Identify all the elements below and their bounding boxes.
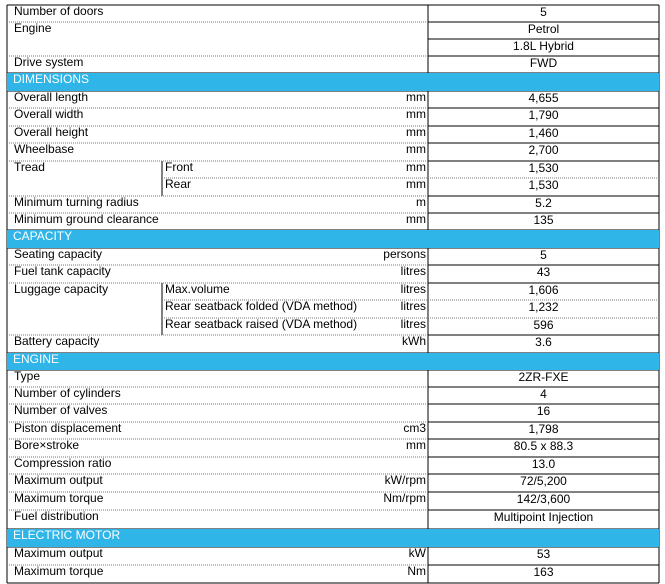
spec-value: 5 [540, 5, 547, 19]
spec-value: 1,798 [528, 422, 559, 436]
spec-value: 1,232 [528, 300, 559, 314]
spec-label: Piston displacement [14, 422, 122, 435]
spec-unit: mm [406, 143, 426, 156]
spec-unit: mm [406, 126, 426, 139]
spec-label: Engine [14, 22, 52, 35]
section-title: ENGINE [7, 353, 659, 370]
section-header [0, 529, 665, 547]
table-row [0, 387, 665, 404]
spec-value: 53 [536, 547, 551, 561]
section-title: ELECTRIC MOTOR [7, 529, 659, 547]
spec-sublabel: Front [165, 161, 194, 174]
spec-unit: litres [400, 300, 426, 313]
spec-value: 1,606 [528, 283, 559, 297]
spec-unit: mm [406, 178, 426, 191]
table-row [0, 300, 665, 318]
section-header [0, 230, 665, 248]
spec-unit: litres [400, 265, 426, 278]
spec-unit: litres [400, 318, 426, 331]
table-row [0, 5, 665, 22]
spec-label: Battery capacity [14, 335, 100, 348]
table-row [0, 108, 665, 126]
spec-label: Fuel tank capacity [14, 265, 111, 278]
spec-unit: Nm [407, 565, 426, 578]
spec-unit: kW [408, 547, 426, 560]
spec-label: Fuel distribution [14, 510, 99, 523]
spec-label: Seating capacity [14, 248, 103, 261]
table-row [0, 439, 665, 457]
spec-label: Maximum output [14, 547, 103, 560]
spec-unit: kWh [402, 335, 426, 348]
spec-label: Tread [14, 161, 45, 174]
table-row [0, 265, 665, 283]
spec-label: Type [14, 370, 41, 383]
spec-label: Maximum torque [14, 565, 104, 578]
table-row [0, 318, 665, 335]
spec-label: Overall length [14, 91, 89, 104]
spec-label: Bore×stroke [14, 439, 80, 452]
table-row [0, 178, 665, 196]
spec-unit: mm [406, 213, 426, 226]
spec-label: Number of cylinders [14, 387, 121, 400]
spec-label: Maximum torque [14, 492, 104, 505]
spec-value: 3.6 [535, 335, 552, 349]
spec-value: 1,530 [528, 161, 559, 175]
spec-value: 13.0 [531, 457, 556, 471]
spec-value: 4 [540, 387, 547, 401]
table-row [0, 161, 665, 178]
table-row [0, 143, 665, 161]
spec-value: Petrol [527, 22, 560, 36]
spec-value: 142/3,600 [516, 492, 571, 506]
section-title: CAPACITY [7, 230, 659, 248]
table-row [0, 370, 665, 387]
spec-unit: cm3 [403, 422, 426, 435]
spec-value: 1,790 [528, 108, 559, 122]
spec-value: 1,530 [528, 178, 559, 192]
spec-value: 163 [533, 565, 554, 579]
spec-label: Overall width [14, 108, 84, 121]
spec-value: 135 [533, 213, 554, 227]
spec-label: Number of doors [14, 5, 104, 18]
spec-unit: Nm/rpm [383, 492, 426, 505]
spec-label: Maximum output [14, 474, 103, 487]
table-row [0, 422, 665, 439]
table-row [0, 22, 665, 39]
spec-unit: mm [406, 91, 426, 104]
spec-sublabel: Rear seatback raised (VDA method) [165, 318, 358, 331]
spec-unit: litres [400, 283, 426, 296]
spec-label: Drive system [14, 56, 84, 69]
spec-label: Luggage capacity [14, 283, 109, 296]
spec-unit: mm [406, 108, 426, 121]
spec-sublabel: Rear seatback folded (VDA method) [165, 300, 358, 313]
table-row [0, 474, 665, 492]
spec-label: Overall height [14, 126, 89, 139]
spec-sublabel: Rear [165, 178, 192, 191]
spec-label: Number of valves [14, 404, 108, 417]
spec-value: FWD [529, 56, 558, 70]
spec-unit: kW/rpm [384, 474, 426, 487]
spec-value: 5 [540, 248, 547, 262]
table-row [0, 248, 665, 265]
spec-value: 16 [536, 404, 551, 418]
spec-value: 4,655 [528, 91, 559, 105]
spec-unit: mm [406, 439, 426, 452]
table-row [0, 404, 665, 422]
table-row [0, 56, 665, 73]
section-header [0, 73, 665, 91]
spec-unit: persons [383, 248, 426, 261]
spec-label: Wheelbase [14, 143, 75, 156]
spec-value: Multipoint Injection [493, 510, 594, 524]
table-row [0, 492, 665, 510]
spec-value: 1,460 [528, 126, 559, 140]
spec-value: 2ZR-FXE [518, 370, 569, 384]
section-title: DIMENSIONS [7, 73, 659, 91]
table-row [0, 510, 665, 529]
spec-value: 5.2 [535, 196, 552, 210]
section-header [0, 353, 665, 370]
table-row [0, 91, 665, 108]
table-row [0, 457, 665, 474]
spec-value: 80.5 x 88.3 [513, 439, 574, 453]
table-row [0, 39, 665, 56]
table-row [0, 335, 665, 353]
spec-label: Minimum turning radius [14, 196, 139, 209]
spec-unit: m [416, 196, 426, 209]
spec-unit: mm [406, 161, 426, 174]
table-row [0, 126, 665, 143]
spec-value: 596 [533, 318, 554, 332]
spec-sublabel: Max.volume [165, 283, 230, 296]
spec-value: 2,700 [528, 143, 559, 157]
table-row [0, 565, 665, 583]
spec-value: 72/5,200 [520, 474, 567, 488]
table-row [0, 283, 665, 300]
spec-value: 43 [536, 265, 551, 279]
spec-label: Compression ratio [14, 457, 112, 470]
table-row [0, 196, 665, 213]
spec-value: 1.8L Hybrid [513, 39, 574, 53]
spec-label: Minimum ground clearance [14, 213, 159, 226]
table-row [0, 547, 665, 565]
table-row [0, 213, 665, 230]
